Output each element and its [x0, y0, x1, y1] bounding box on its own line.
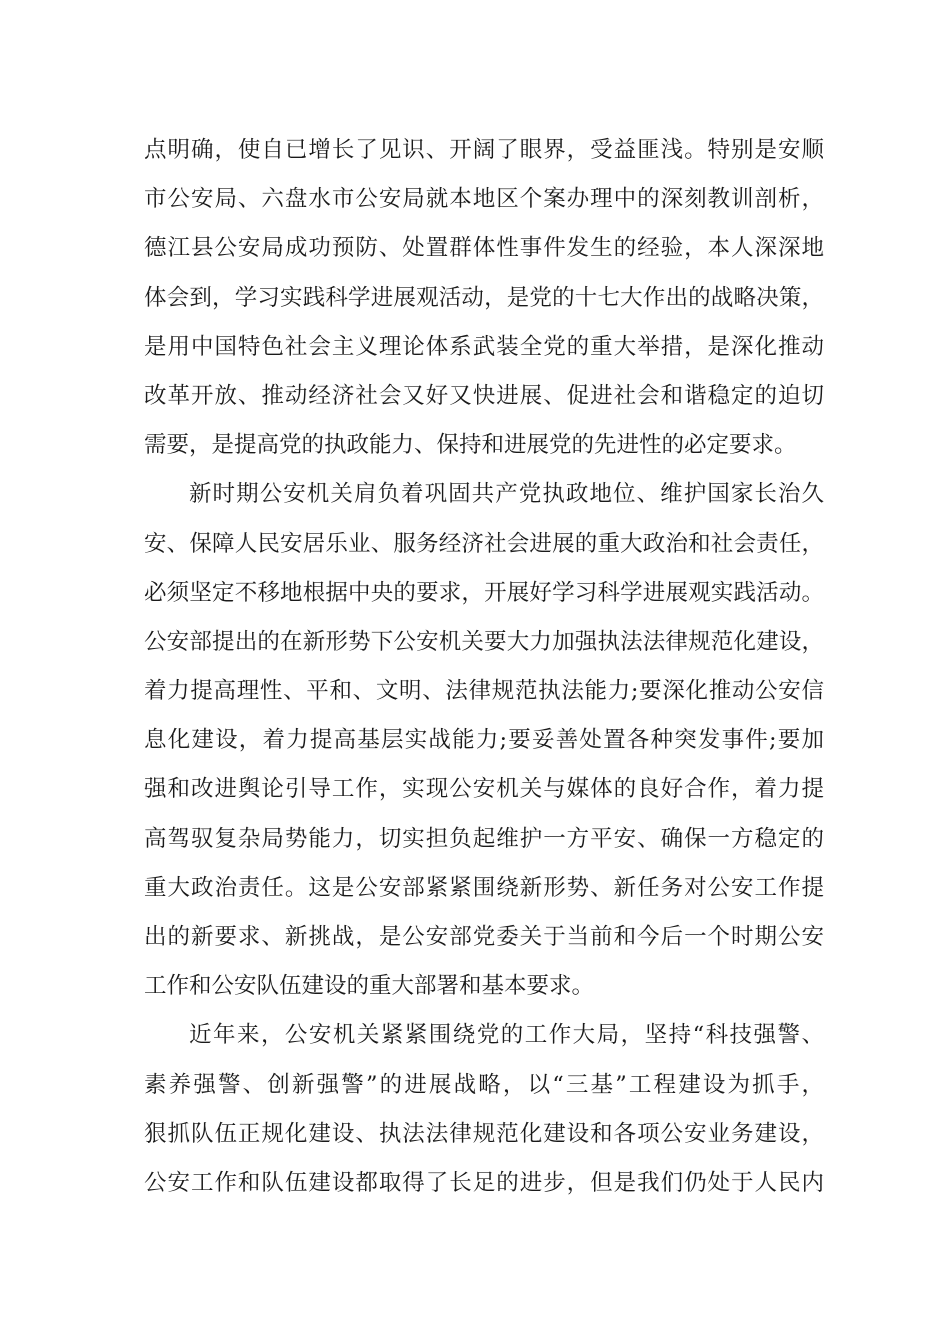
paragraph-first-line: 近年来，公安机关紧紧围绕党的工作大局，坚持“科技强警、 — [189, 1022, 824, 1049]
text-line: 工作和公安队伍建设的重大部署和基本要求。 — [144, 973, 595, 1000]
paragraph-first-line: 新时期公安机关肩负着巩固共产党执政地位、维护国家长治久 — [189, 481, 824, 508]
text-line: 强和改进舆论引导工作，实现公安机关与媒体的良好合作，着力提 — [144, 776, 824, 803]
text-line: 息化建设，着力提高基层实战能力;要妥善处置各种突发事件;要加 — [144, 727, 824, 754]
text-line: 素养强警、创新强警”的进展战略，以“三基”工程建设为抓手， — [144, 1071, 824, 1098]
text-line: 狠抓队伍正规化建设、执法法律规范化建设和各项公安业务建设， — [144, 1120, 824, 1147]
text-line: 市公安局、六盘水市公安局就本地区个案办理中的深刻教训剖析， — [144, 186, 824, 213]
text-line: 公安工作和队伍建设都取得了长足的进步，但是我们仍处于人民内 — [144, 1169, 824, 1196]
text-line: 是用中国特色社会主义理论体系武装全党的重大举措，是深化推动 — [144, 333, 824, 360]
text-line: 需要，是提高党的执政能力、保持和进展党的先进性的必定要求。 — [144, 432, 797, 459]
document-body — [144, 126, 824, 1208]
text-line: 高驾驭复杂局势能力，切实担负起维护一方平安、确保一方稳定的 — [144, 825, 824, 852]
text-line: 重大政治责任。这是公安部紧紧围绕新形势、新任务对公安工作提 — [144, 874, 824, 901]
text-line: 公安部提出的在新形势下公安机关要大力加强执法法律规范化建设， — [144, 628, 824, 655]
text-line: 德江县公安局成功预防、处置群体性事件发生的经验，本人深深地 — [144, 235, 824, 262]
text-line: 点明确，使自已增长了见识、开阔了眼界，受益匪浅。特别是安顺 — [144, 137, 824, 163]
text-line: 着力提高理性、平和、文明、法律规范执法能力;要深化推动公安信 — [144, 678, 824, 705]
text-line: 必须坚定不移地根据中央的要求，开展好学习科学进展观实践活动。 — [144, 579, 824, 606]
text-line: 出的新要求、新挑战，是公安部党委关于当前和今后一个时期公安 — [144, 924, 824, 950]
text-line: 安、保障人民安居乐业、服务经济社会进展的重大政治和社会责任， — [144, 530, 824, 557]
text-line: 体会到，学习实践科学进展观活动，是党的十七大作出的战略决策， — [144, 284, 824, 311]
text-line: 改革开放、推动经济社会又好又快进展、促进社会和谐稳定的迫切 — [144, 382, 824, 409]
